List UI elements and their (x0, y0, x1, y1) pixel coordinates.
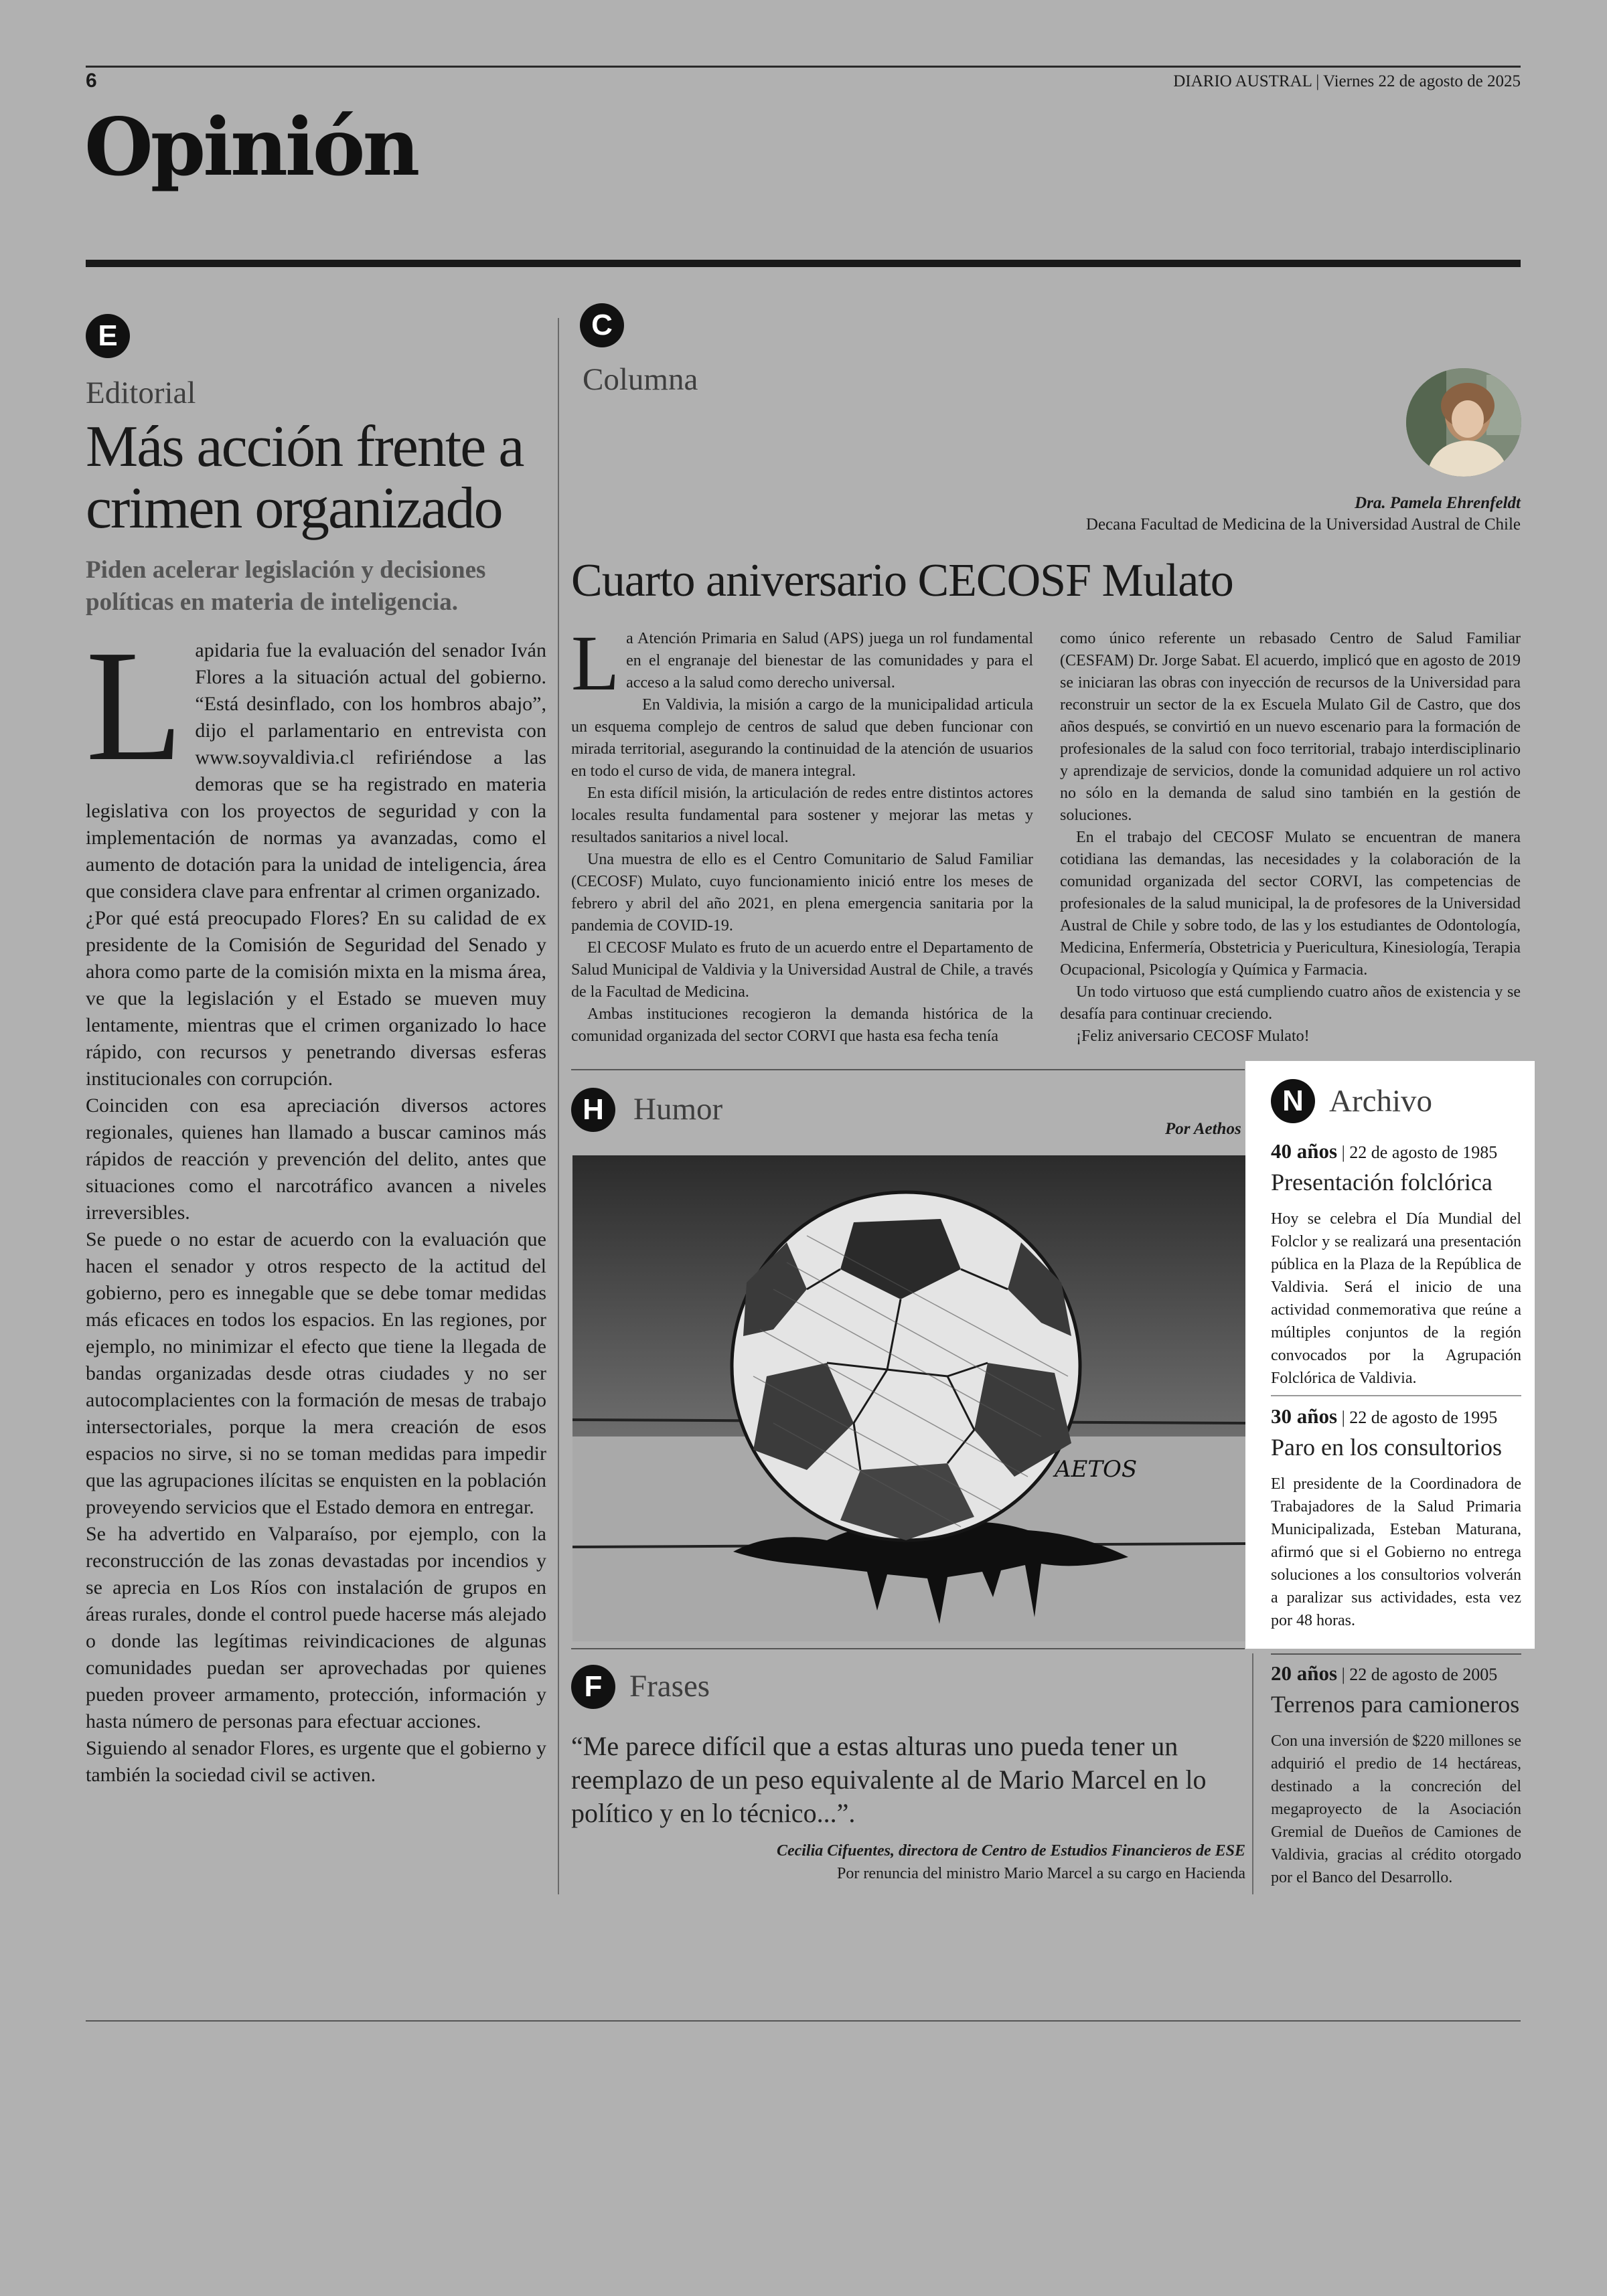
archivo-label: Archivo (1329, 1084, 1433, 1119)
archivo-divider (1271, 1395, 1521, 1396)
archivo-entry-date (1271, 1404, 1521, 1430)
publication-name: DIARIO AUSTRAL (1173, 72, 1312, 90)
separator: | (1337, 1408, 1350, 1427)
author-title: Decana Facultad de Medicina de la Universidad Austral de Chile (1085, 515, 1521, 534)
archivo-badge: N (1271, 1079, 1315, 1123)
editorial-paragraph: Coinciden con esa apreciación diversos actores regionales, quienes han llamado a buscar caminos más rápidos de reacción y prevención del delito, antes que situaciones como el narcotráfico avancen a niveles irreversibles. (86, 1094, 546, 1224)
columna-paragraph: Un todo virtuoso que está cumpliendo cuatro años de existencia y se desafía para continuar creciendo. (1060, 983, 1521, 1023)
archivo-entry-title: Paro en los consultorios (1271, 1434, 1502, 1461)
archivo-years: 40 años (1271, 1139, 1338, 1163)
columna-dropcap: L (571, 619, 620, 707)
humor-bottom-rule (571, 1648, 1245, 1649)
columna-headline: Cuarto aniversario CECOSF Mulato (571, 555, 1233, 606)
edition-date: Viernes 22 de agosto de 2025 (1323, 72, 1521, 90)
humor-cartoon (572, 1155, 1245, 1641)
archivo-date: 22 de agosto de 1995 (1349, 1408, 1498, 1427)
columna-paragraph: como único referente un rebasado Centro de Salud Familiar (CESFAM) Dr. Jorge Sabat. El acuerdo, implicó que en agosto de 2019 se iniciaran las obras con inyección de recursos de la Universidad para reconstruir un sector de la ex Escuela Mulato Gil de Castro, que dos años después, se convirtió en un nuevo escenario para la formación de profesionales de la salud con foco territorial, trabajo interdisciplinario y aprendizaje de servicios, donde la comunidad adquiere un rol activo no sólo en la demanda de salud sino también en la gestión de soluciones. (1060, 630, 1521, 824)
frases-quote: “Me parece difícil que a estas alturas uno pueda tener un reemplazo de un peso equivalente al de Mario Marcel en lo político y en lo técnico...”. (571, 1731, 1207, 1828)
archivo-entry-date (1271, 1139, 1521, 1165)
columna-bottom-rule (571, 1069, 1245, 1070)
humor-credit: Por Aethos (1165, 1120, 1241, 1138)
columna-paragraph: El CECOSF Mulato es fruto de un acuerdo entre el Departamento de Salud Municipal de Valdivia y la Universidad Austral de Chile, a través de la Facultad de Medicina. (571, 939, 1033, 1001)
archivo-entry (1271, 1404, 1521, 1632)
archivo-entry-text: Con una inversión de $220 millones se adquirió el predio de 14 hectáreas, destinado a la concreción del megaproyecto de la Asociación Gremial de Dueños de Camiones de Valdivia, gracias al crédito otorgado por el Banco del Desarrollo. (1271, 1732, 1521, 1886)
archivo-date: 22 de agosto de 1985 (1349, 1143, 1498, 1162)
editorial-paragraph: apidaria fue la evaluación del senador Iván Flores a la situación actual del gobierno. “Está desinflado, con los hombros abajo”, dijo el parlamentario en entrevista con www.soyvaldivia.cl refiriéndose a las demoras que se ha registrado en materia legislativa con los proyectos de seguridad y con la implementación de normas ya avanzadas, como el aumento de dotación para la unidad de inteligencia, área que considera clave para enfrentar al crimen organizado. (86, 639, 546, 902)
archivo-entry (1271, 1661, 1521, 1889)
editorial-paragraph: Se ha advertido en Valparaíso, por ejemplo, con la reconstrucción de las zonas devastadas por incendios y se aprecia en Los Ríos con instalación de grupos en áreas rurales, donde el control puede hacerse más alejado o donde las legítimas reivindicaciones de algunas comunidades puedan ser aprovechadas por quienes pueden proveer armamento, protección, información y hasta número de personas para efectuar acciones. (86, 1523, 546, 1732)
archivo-entry-date (1271, 1661, 1521, 1687)
author-name: Dra. Pamela Ehrenfeldt (1355, 494, 1521, 512)
section-title: Opinión (84, 100, 418, 193)
bottom-rule (86, 2020, 1521, 2022)
author-photo (1406, 368, 1521, 477)
columna-paragraph: En Valdivia, la misión a cargo de la municipalidad articula un esquema complejo de centros de salud que deben funcionar con mirada territorial, asegurando la continuidad de la atención de usuarios en todo el curso de vida, de manera integral. (571, 696, 1033, 780)
columna-badge: C (580, 303, 624, 347)
column-divider-left (558, 318, 559, 1894)
separator: | (1337, 1143, 1350, 1162)
frases-badge: F (571, 1665, 615, 1709)
separator: | (1337, 1665, 1350, 1684)
editorial-paragraph: ¿Por qué está preocupado Flores? En su calidad de ex presidente de la Comisión de Seguridad del Senado y ahora como parte de la comisión mixta en la misma área, ve que la legislación y el Estado se mueven muy lentamente, mientras que el crimen organizado lo hace rápido, con recursos y penetrando diversas esferas institucionales con corrupción. (86, 907, 546, 1090)
editorial-dropcap: L (86, 618, 183, 794)
editorial-headline: Más acción frente a crimen organizado (86, 414, 524, 541)
columna-paragraph: En esta difícil misión, la articulación de redes entre distintos actores locales resulta fundamental para sostener y mejorar las metas y resultados sanitarios a nivel local. (571, 785, 1033, 846)
frases-context: Por renuncia del ministro Mario Marcel a su cargo en Hacienda (836, 1865, 1245, 1882)
archivo-years: 30 años (1271, 1404, 1338, 1428)
author-portrait-icon (1406, 368, 1521, 477)
archivo-date: 22 de agosto de 2005 (1349, 1665, 1498, 1684)
humor-badge: H (571, 1088, 615, 1132)
columna-paragraph: En el trabajo del CECOSF Mulato se encuentran de manera cotidiana las demandas, las necesidades y la colaboración de la comunidad organizada del sector CORVI, las competencias de profesionales de la salud municipal, la de profesores de la Universidad Austral de Chile y sobre todo, de las y los estudiantes de Odontología, Medicina, Enfermería, Obstetricia y Puericultura, Kinesiología, Terapia Ocupacional, Psicología y Química y Farmacia. (1060, 829, 1521, 979)
editorial-paragraph: Siguiendo al senador Flores, es urgente que el gobierno y también la sociedad civil se activen. (86, 1737, 546, 1786)
archivo-years: 20 años (1271, 1661, 1338, 1685)
editorial-deck: Piden acelerar legislación y decisiones políticas en materia de inteligencia. (86, 556, 486, 616)
masthead-date (1173, 72, 1521, 91)
editorial-label: Editorial (86, 376, 196, 410)
cartoon-signature: AETOS (1055, 1456, 1138, 1483)
humor-label: Humor (633, 1092, 723, 1127)
columna-paragraph: Ambas instituciones recogieron la demanda histórica de la comunidad organizada del sector CORVI que hasta esa fecha tenía (571, 1005, 1033, 1045)
frases-label: Frases (629, 1669, 710, 1704)
archivo-entry-title: Presentación folclórica (1271, 1169, 1493, 1196)
section-rule (86, 260, 1521, 267)
archivo-entry-text: Hoy se celebra el Día Mundial del Folclor y se realizará una presentación pública en la Plaza de la República de Valdivia. Será el inicio de una actividad conmemorativa que reúne a múltiples conjuntos de la región convocados por la Agrupación Folclórica de Valdivia. (1271, 1210, 1521, 1387)
column-divider-mid (1252, 1653, 1253, 1894)
editorial-body (86, 618, 546, 1789)
columna-paragraph: ¡Feliz aniversario CECOSF Mulato! (1076, 1028, 1310, 1045)
archivo-divider (1271, 1653, 1521, 1655)
soccer-ball-cartoon (572, 1155, 1245, 1641)
archivo-entry-text: El presidente de la Coordinadora de Trabajadores de la Salud Primaria Municipalizada, Esteban Maturana, afirmó que si el Gobierno no entrega soluciones a los consultorios volverán a paralizar sus actividades, esta vez por 48 horas. (1271, 1475, 1521, 1629)
editorial-paragraph: Se puede o no estar de acuerdo con la evaluación que hacen el senador y otros respecto de la actitud del gobierno, pero es innegable que se debe tomar medidas más eficaces en todos los espacios. En las regiones, por ejemplo, no minimizar el efecto que tiene la llegada de bandas organizadas desde otras ciudades y no ser autocomplacientes con la formación de mesas de trabajo intersectoriales, porque la mera creación de esos espacios no sirve, si no se toman medidas para impedir que las agrupaciones ilícitas se enquisten en la población proveyendo servicios que el Estado demora en entregar. (86, 1228, 546, 1518)
archivo-entry-title: Terrenos para camioneros (1271, 1691, 1520, 1718)
separator: | (1311, 72, 1324, 90)
top-rule (86, 66, 1521, 68)
editorial-badge: E (86, 314, 130, 358)
page-number: 6 (86, 70, 97, 92)
columna-paragraph: Una muestra de ello es el Centro Comunitario de Salud Familiar (CECOSF) Mulato, cuyo funcionamiento inició entre los meses de febrero y abril del año 2021, en plena emergencia sanitaria por la pandemia de COVID-19. (571, 851, 1033, 934)
columna-body-right (1060, 628, 1521, 1048)
columna-body-left (571, 619, 1033, 1048)
columna-label: Columna (583, 362, 698, 397)
archivo-entry (1271, 1139, 1521, 1390)
frases-attribution: Cecilia Cifuentes, directora de Centro de Estudios Financieros de ESE (776, 1842, 1245, 1860)
columna-paragraph: a Atención Primaria en Salud (APS) juega un rol fundamental en el engranaje del bienestar de las comunidades y para el acceso a la salud como derecho universal. (626, 630, 1033, 691)
